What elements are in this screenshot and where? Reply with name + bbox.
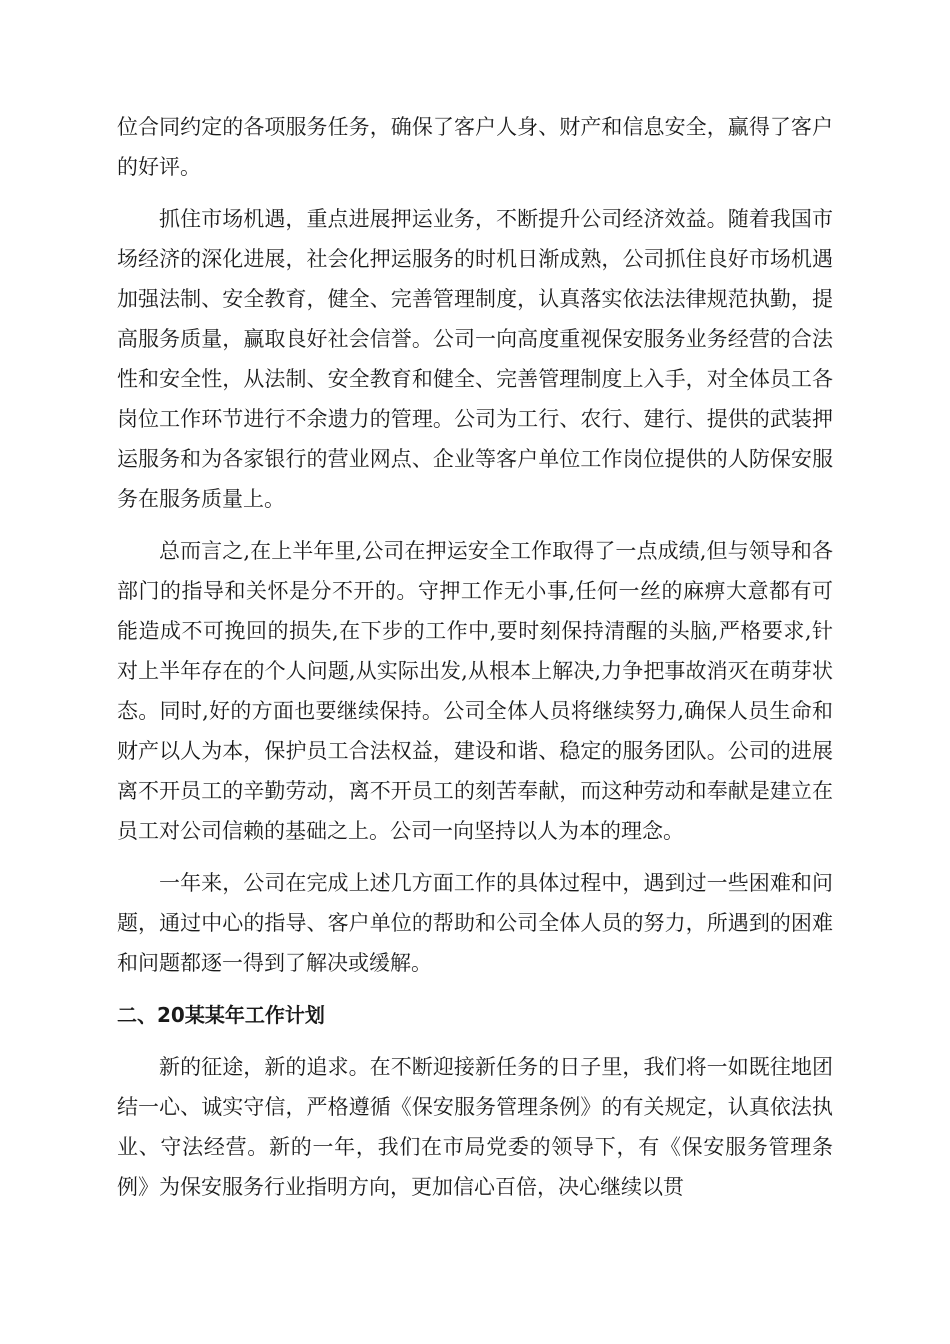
paragraph-summary: 总而言之,在上半年里,公司在押运安全工作取得了一点成绩,但与领导和各部门的指导和关怀是分不开的。守押工作无小事,任何一丝的麻痹大意都有可能造成不可挽回的损失,在下步的工作中,要时刻保持清醒的头脑,严格要求,针对上半年存在的个人问题,从实际出发,从根本上解决,力争把事故消灭在萌芽状态。同时,好的方面也要继续保持。公司全体人员将继续努力,确保人员生命和财产以人为本，保护员工合法权益，建设和谐、稳定的服务团队。公司的进展离不开员工的辛勤劳动，离不开员工的刻苦奉献，而这种劳动和奉献是建立在员工对公司信赖的基础之上。公司一向坚持以人为本的理念。 <box>117 539 833 843</box>
paragraph-escort-business: 抓住市场机遇，重点进展押运业务，不断提升公司经济效益。随着我国市场经济的深化进展，社会化押运服务的时机日渐成熟，公司抓住良好市场机遇加强法制、安全教育，健全、完善管理制度，认真落实依法法律规范执勤，提高服务质量，赢取良好社会信誉。公司一向高度重视保安服务业务经营的合法性和安全性，从法制、安全教育和健全、完善管理制度上入手，对全体员工各岗位工作环节进行不余遗力的管理。公司为工行、农行、建行、提供的武装押运服务和为各家银行的营业网点、企业等客户单位工作岗位提供的人防保安服务在服务质量上。 <box>117 207 833 511</box>
paragraph-difficulties: 一年来，公司在完成上述几方面工作的具体过程中，遇到过一些困难和问题，通过中心的指导、客户单位的帮助和公司全体人员的努力，所遇到的困难和问题都逐一得到了解决或缓解。 <box>117 871 833 975</box>
section-heading-work-plan: 二、20某某年工作计划 <box>117 1003 325 1027</box>
document-body <box>117 107 833 1219</box>
paragraph-new-journey: 新的征途，新的追求。在不断迎接新任务的日子里，我们将一如既往地团结一心、诚实守信，严格遵循《保安服务管理条例》的有关规定，认真依法执业、守法经营。新的一年，我们在市局党委的领导下，有《保安服务管理条例》为保安服务行业指明方向，更加信心百倍，决心继续以贯 <box>117 1055 833 1199</box>
paragraph-continuation: 位合同约定的各项服务任务，确保了客户人身、财产和信息安全，赢得了客户的好评。 <box>117 115 833 179</box>
